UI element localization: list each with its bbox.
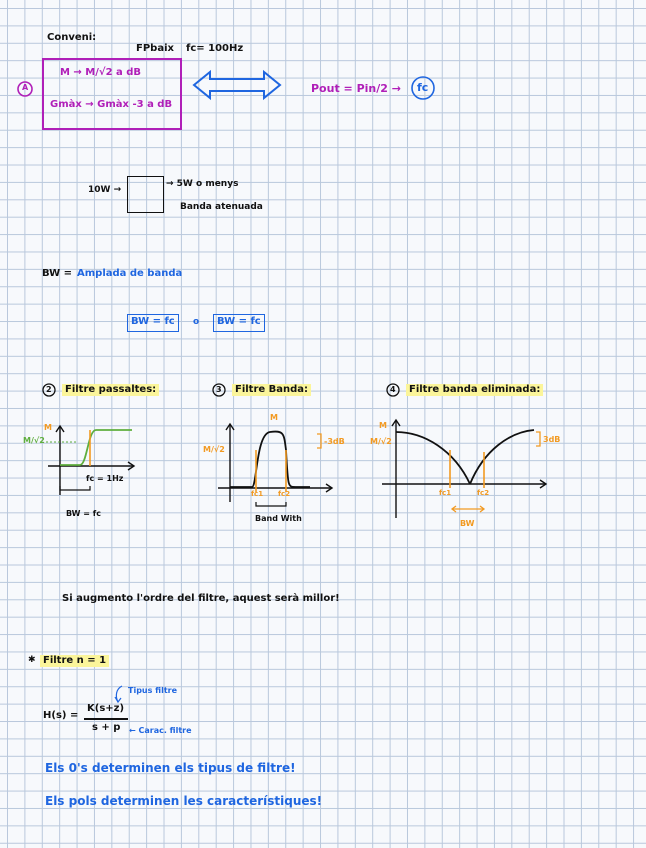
bw-key: BW = — [42, 268, 72, 279]
g3-Mv2: M/√2 — [203, 445, 225, 454]
g3-3db: -3dB — [324, 437, 345, 446]
filter2-title: Filtre passaltes: — [62, 384, 159, 396]
bw-box-1-text: BW = fc — [131, 316, 175, 327]
graph-bandstop — [374, 410, 554, 530]
numerator: K(s+z) — [87, 703, 125, 714]
graph-highpass — [30, 420, 150, 520]
bw-box-2-text: BW = fc — [217, 316, 261, 327]
bw-definition: Amplada de banda — [77, 268, 183, 279]
double-arrow-icon — [192, 70, 284, 100]
output-power: → 5W o menys — [166, 179, 239, 189]
g3-bandwidth: Band With — [255, 514, 302, 523]
g3-M: M — [270, 413, 278, 422]
graph-bandpass — [200, 410, 350, 530]
g2-M: M — [44, 423, 52, 432]
fraction-bar — [84, 718, 128, 720]
input-power: 10W → — [88, 185, 122, 195]
filter4-number: 4 — [390, 385, 396, 394]
bw-or: o — [193, 317, 200, 327]
fc-value: fc= 100Hz — [186, 43, 244, 54]
marker-a: A — [22, 83, 29, 92]
asterisk: ✱ — [28, 655, 36, 665]
filter-n1-heading: Filtre n = 1 — [40, 655, 109, 667]
block-box — [127, 176, 164, 213]
characteristics-note: ← Carac. filtre — [129, 726, 192, 735]
g2-Mv2: M/√2 — [23, 436, 45, 445]
zeros-sentence: Els 0's determinen els tipus de filtre! — [45, 761, 296, 775]
recall-heading: Conveni: — [47, 32, 97, 43]
g2-bw: BW = fc — [66, 509, 101, 518]
g4-Mv2: M/√2 — [370, 437, 392, 446]
g4-fc1: fc1 — [439, 489, 452, 497]
g2-fc: fc = 1Hz — [86, 474, 124, 483]
g3-fc1: fc1 — [251, 490, 264, 498]
g4-M: M — [379, 421, 387, 430]
lowpass-label: FPbaix — [136, 43, 174, 54]
filter4-title: Filtre banda eliminada: — [406, 384, 543, 396]
denominator: s + p — [92, 722, 121, 733]
g4-3db: 3dB — [543, 435, 561, 444]
g4-fc2: fc2 — [477, 489, 490, 497]
attenuated-band: Banda atenuada — [180, 202, 263, 212]
poles-sentence: Els pols determinen les característiques! — [45, 794, 323, 808]
tipus-arrow-icon — [112, 684, 128, 704]
filter2-number: 2 — [46, 385, 52, 394]
hs-label: H(s) = — [43, 710, 79, 721]
fc-circled: fc — [417, 81, 429, 94]
g4-bw: BW — [460, 519, 475, 528]
power-equation: Pout = Pin/2 → — [311, 82, 401, 95]
conversion-line-1: M → M/√2 a dB — [60, 67, 142, 78]
order-sentence: Si augmento l'ordre del filtre, aquest serà millor! — [62, 593, 340, 604]
conversion-line-2: Gmàx → Gmàx -3 a dB — [50, 99, 173, 110]
filter3-number: 3 — [216, 385, 222, 394]
filter-type-note: Tipus filtre — [128, 686, 178, 695]
filter3-title: Filtre Banda: — [232, 384, 311, 396]
g3-fc2: fc2 — [278, 490, 291, 498]
